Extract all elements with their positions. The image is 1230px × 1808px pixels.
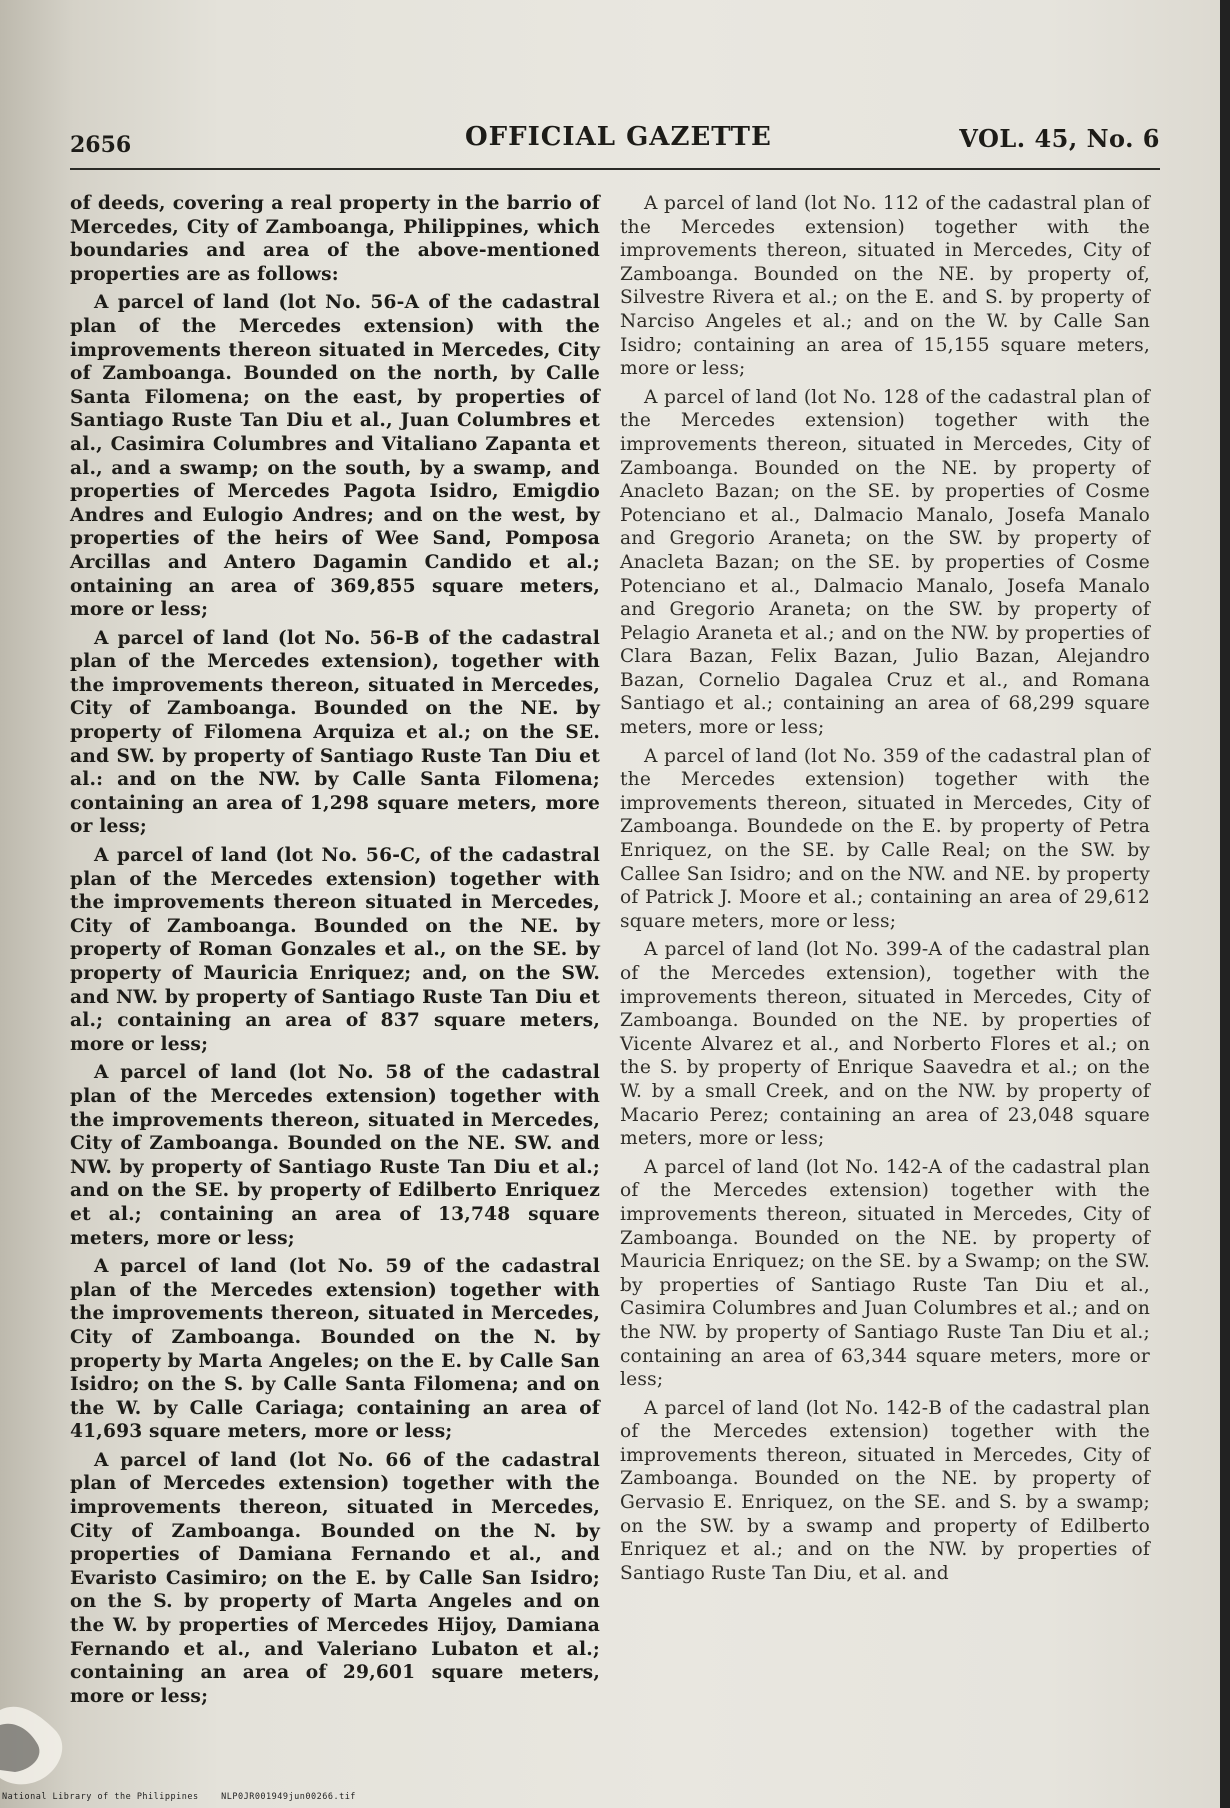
paragraph: A parcel of land (lot No. 142-B of the cadastral plan of the Mercedes extension) together with the improvements thereon, situated in Mercedes, City of Zamboanga. Bounded on the NE. by property of Gervasio E. Enriquez, on the SE. and S. by a swamp; on the SW. by a swamp and property of Edilberto Enriquez et al.; and on the NW. by properties of Santiago Ruste Tan Diu, et al. and bbox=[620, 1397, 1150, 1584]
scan-file-name: NLP0JR001949jun00266.tif bbox=[221, 1792, 356, 1802]
scan-edge bbox=[1220, 0, 1230, 1808]
publication-title: OFFICIAL GAZETTE bbox=[465, 122, 772, 152]
paragraph: A parcel of land (lot No. 112 of the cadastral plan of the Mercedes extension) together with the improvements thereon, situated in Mercedes, City of Zamboanga. Bounded on the NE. by property of, Silvestre Rivera et al.; on the E. and S. by property of Narciso Angeles et al.; and on the W. by Calle San Isidro; containing an area of 15,155 square meters, more or less; bbox=[620, 193, 1150, 380]
scan-credit: National Library of the Philippines bbox=[2, 1792, 199, 1802]
paragraph: A parcel of land (lot No. 142-A of the cadastral plan of the Mercedes extension) together with the improvements thereon, situated in Mercedes, City of Zamboanga. Bounded on the NE. by property of Mauricia Enriquez; on the SE. by a Swamp; on the SW. by properties of Santiago Ruste Tan Diu et al., Casimira Columbres and Juan Columbres et al.; and on the NW. by property of Santiago Ruste Tan Diu et al.; containing an area of 63,344 square meters, more or less; bbox=[620, 1156, 1150, 1391]
paragraph: A parcel of land (lot No. 59 of the cadastral plan of the Mercedes extension) together with the improvements thereon, situated in Mercedes, City of Zamboanga. Bounded on the N. by property by Marta Angeles; on the E. by Calle San Isidro; on the S. by Calle Santa Filomena; and on the W. by Calle Cariaga; containing an area of 41,693 square meters, more or less; bbox=[70, 1256, 600, 1443]
paragraph: A parcel of land (lot No. 56-C, of the cadastral plan of the Mercedes extension) together with the improvements thereon situated in Mercedes, City of Zamboanga. Bounded on the NE. by property of Roman Gonzales et al., on the SE. by property of Mauricia Enriquez; and, on the SW. and NW. by property of Santiago Ruste Tan Diu et al.; containing an area of 837 square meters, more or less; bbox=[70, 845, 600, 1055]
paragraph: A parcel of land (lot No. 56-B of the cadastral plan of the Mercedes extension), together with the improvements thereon, situated in Mercedes, City of Zamboanga. Bounded on the NE. by property of Filomena Arquiza et al.; on the SE. and SW. by property of Santiago Ruste Tan Diu et al.: and on the NW. by Calle Santa Filomena; containing an area of 1,298 square meters, more or less; bbox=[70, 627, 600, 838]
paragraph: of deeds, covering a real property in the barrio of Mercedes, City of Zamboanga, Philippines, which boundaries and area of the above-mentioned properties are as follows: bbox=[70, 193, 600, 285]
scan-footer bbox=[2, 1792, 356, 1802]
paragraph: A parcel of land (lot No. 359 of the cadastral plan of the Mercedes extension) together with the improvements thereon, situated in Mercedes, City of Zamboanga. Boundede on the E. by property of Petra Enriquez, on the SE. by Calle Real; on the SW. by Callee San Isidro; and on the NW. and NE. by property of Patrick J. Moore et al.; containing an area of 29,612 square meters, more or less; bbox=[620, 745, 1150, 932]
volume-issue: VOL. 45, No. 6 bbox=[959, 124, 1160, 153]
page-header bbox=[70, 112, 1160, 162]
paragraph: A parcel of land (lot No. 66 of the cadastral plan of Mercedes extension) together with the improvements thereon, situated in Mercedes, City of Zamboanga. Bounded on the N. by properties of Damiana Fernando et al., and Evaristo Casimiro; on the E. by Calle San Isidro; on the S. by property of Marta Angeles and on the W. by properties of Mercedes Hijoy, Damiana Fernando et al., and Valeriano Lubaton et al.; containing an area of 29,601 square meters, more or less; bbox=[70, 1449, 600, 1707]
page-number: 2656 bbox=[70, 132, 132, 158]
left-column bbox=[70, 192, 600, 1707]
header-rule bbox=[70, 168, 1160, 170]
paragraph: A parcel of land (lot No. 128 of the cadastral plan of the Mercedes extension) together with the improvements thereon, situated in Mercedes, City of Zamboanga. Bounded on the NE. by property of Anacleto Bazan; on the SE. by properties of Cosme Potenciano et al., Dalmacio Manalo, Josefa Manalo and Gregorio Araneta; on the SW. by property of Anacleta Bazan; on the SE. by properties of Cosme Potenciano et al., Dalmacio Manalo, Josefa Manalo and Gregorio Araneta; on the SW. by property of Pelagio Araneta et al.; and on the NW. by properties of Clara Bazan, Felix Bazan, Julio Bazan, Alejandro Bazan, Cornelio Dagalea Cruz et al., and Romana Santiago et al.; containing an area of 68,299 square meters, more or less; bbox=[620, 386, 1150, 739]
paragraph: A parcel of land (lot No. 399-A of the cadastral plan of the Mercedes extension), together with the improvements thereon, situated in Mercedes, City of Zamboanga. Bounded on the NE. by properties of Vicente Alvarez et al., and Norberto Flores et al.; on the S. by property of Enrique Saavedra et al.; on the W. by a small Creek, and on the NW. by property of Macario Perez; containing an area of 23,048 square meters, more or less; bbox=[620, 939, 1150, 1150]
page-damage-mark bbox=[0, 1690, 90, 1790]
right-column bbox=[620, 192, 1150, 1652]
paragraph: A parcel of land (lot No. 58 of the cadastral plan of the Mercedes extension) together with the improvements thereon, situated in Mercedes, City of Zamboanga. Bounded on the NE. SW. and NW. by property of Santiago Ruste Tan Diu et al.; and on the SE. by property of Edilberto Enriquez et al.; containing an area of 13,748 square meters, more or less; bbox=[70, 1062, 600, 1249]
paragraph: A parcel of land (lot No. 56-A of the cadastral plan of the Mercedes extension) with the improvements thereon situated in Mercedes, City of Zamboanga. Bounded on the north, by Calle Santa Filomena; on the east, by properties of Santiago Ruste Tan Diu et al., Juan Columbres et al., Casimira Columbres and Vitaliano Zapanta et al., and a swamp; on the south, by a swamp, and properties of Mercedes Pagota Isidro, Emigdio Andres and Eulogio Andres; and on the west, by properties of the heirs of Wee Sand, Pomposa Arcillas and Antero Dagamin Candido et al.; ontaining an area of 369,855 square meters, more or less; bbox=[70, 292, 600, 621]
